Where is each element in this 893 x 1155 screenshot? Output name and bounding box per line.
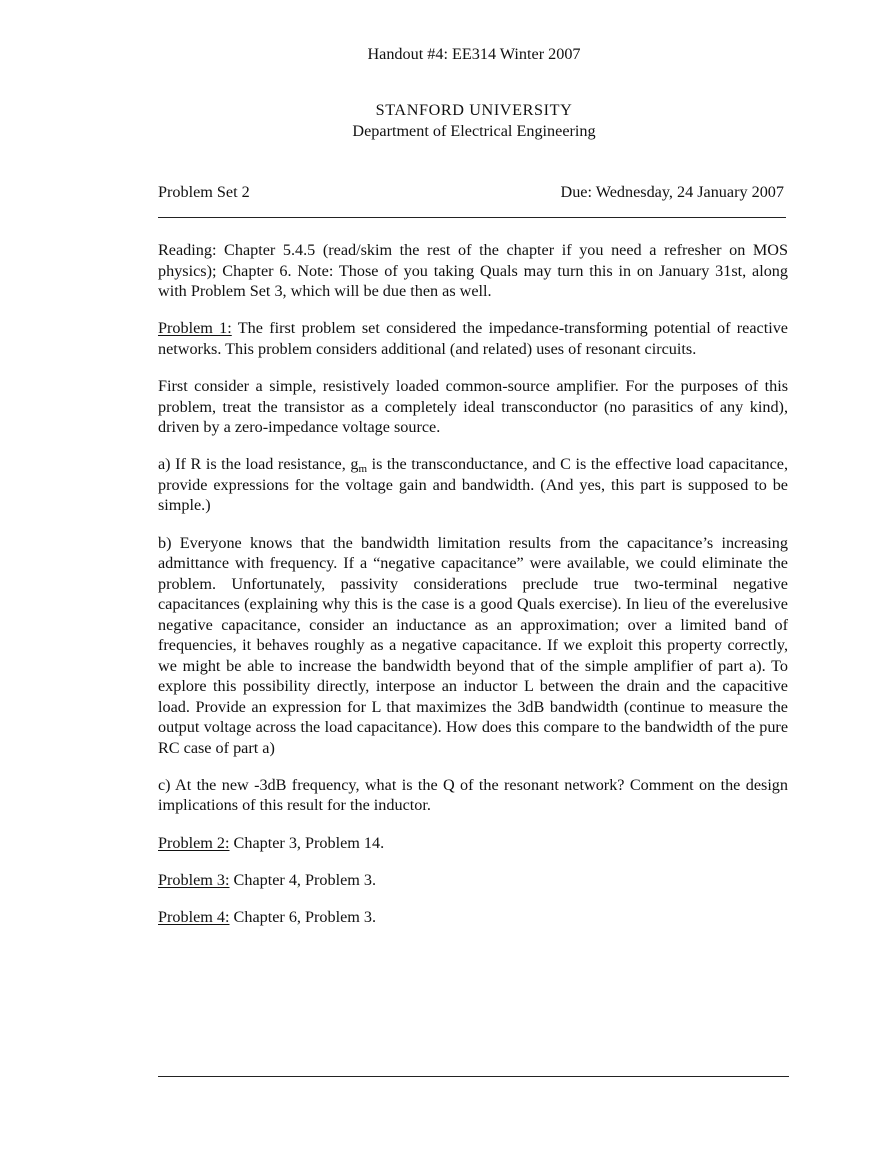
problem-2-label: Problem 2:: [158, 833, 230, 852]
reading-text: Chapter 5.4.5 (read/skim the rest of the chapter if you need a refresher on MOS physics); Chapter 6. Note: Those of you taking Quals may turn this in on January 31st, along with Problem Set 3, which will be due then as well.: [158, 241, 788, 300]
problem-3-text: Chapter 4, Problem 3.: [229, 871, 377, 890]
problem-1-intro: [158, 318, 788, 359]
handout-title: Handout #4: EE314 Winter 2007: [367, 45, 581, 63]
reading-paragraph: [158, 240, 788, 302]
header-divider: [158, 217, 786, 218]
problem-set-label: Problem Set 2: [158, 183, 250, 201]
footer-divider: [158, 1076, 789, 1077]
problem-set-header-row: [158, 182, 784, 203]
problem-3: [158, 870, 788, 891]
part-a-text-post: is the transconductance, and C is the effective load capacitance, provide expressions for the voltage gain and bandwidth. (And yes, this part is supposed to be simple.): [158, 455, 788, 515]
problem-1-paragraph-2: First consider a simple, resistively loaded common-source amplifier. For the purposes of this problem, treat the transistor as a completely ideal transconductor (no parasitics of any kind), driven by a zero-impedance voltage source.: [158, 377, 788, 437]
department-name: Department of Electrical Engineering: [352, 122, 596, 140]
due-date: Due: Wednesday, 24 January 2007: [560, 183, 784, 201]
problem-1-intro-text: The first problem set considered the impedance-transforming potential of reactive networks. This problem considers additional (and related) uses of resonant circuits.: [158, 319, 788, 358]
problem-1-part-c: c) At the new -3dB frequency, what is the Q of the resonant network? Comment on the design implications of this result for the inductor.: [158, 775, 788, 815]
gm-subscript: m: [358, 463, 368, 476]
problem-1-label: Problem 1:: [158, 319, 232, 338]
problem-1-part-b: b) Everyone knows that the bandwidth limitation results from the capacitance’s increasing admittance with frequency. If a “negative capacitance” were available, we could eliminate the problem. Unfortunately, passivity considerations preclude true two-terminal negative capacitances (explaining why this is the case is a good Quals exercise). In lieu of the everelusive negative capacitance, consider an inductance as an approximation; over a limited band of frequencies, it behaves roughly as a negative capacitance. If we exploit this property correctly, we might be able to increase the bandwidth beyond that of the simple amplifier of part a). To explore this possibility directly, interpose an inductor L between the drain and the capacitive load. Provide an expression for L that maximizes the 3dB bandwidth (continue to measure the output voltage across the load capacitance). How does this compare to the bandwidth of the pure RC case of part a): [158, 533, 788, 757]
problem-2-text: Chapter 3, Problem 14.: [229, 833, 385, 852]
problem-1-part-a: [158, 454, 788, 516]
part-a-text-pre: a) If R is the load resistance, g: [158, 455, 359, 474]
problem-4-label: Problem 4:: [158, 908, 230, 927]
problem-4-text: Chapter 6, Problem 3.: [229, 908, 377, 927]
university-name: STANFORD UNIVERSITY: [375, 101, 573, 119]
document-body: [158, 240, 788, 945]
problem-2: [158, 833, 788, 854]
problem-4: [158, 907, 788, 928]
reading-label: Reading:: [158, 241, 217, 259]
problem-3-label: Problem 3:: [158, 871, 230, 890]
